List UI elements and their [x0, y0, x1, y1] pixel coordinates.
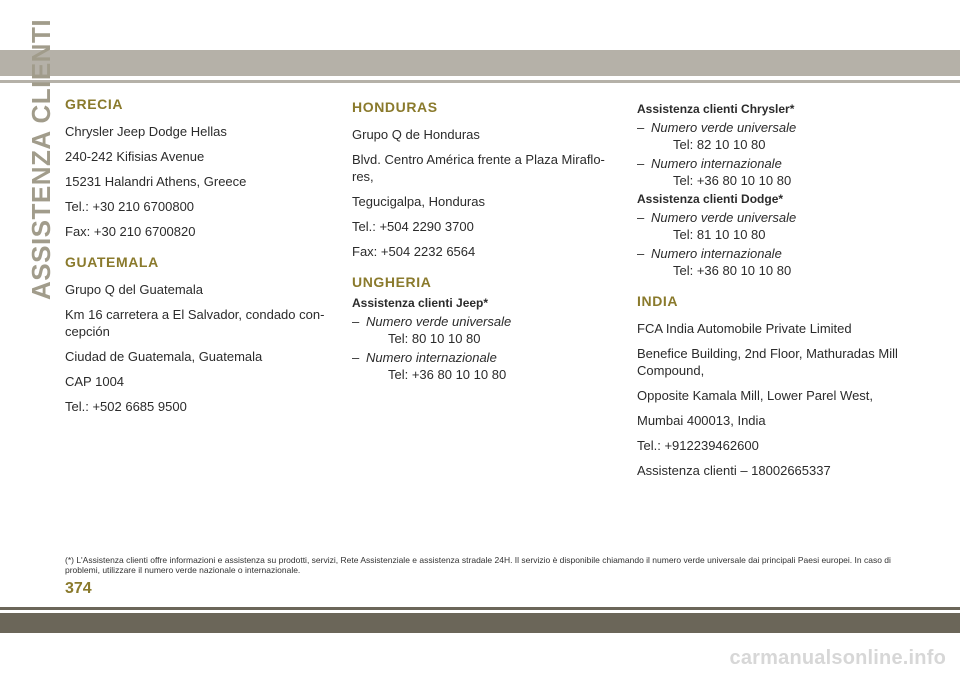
heading-honduras: HONDURAS [352, 99, 438, 115]
india-line: Mumbai 400013, India [637, 413, 766, 428]
honduras-line: Tegucigalpa, Honduras [352, 194, 485, 209]
india-line: Opposite Kamala Mill, Lower Parel West, [637, 388, 874, 403]
honduras-line: Grupo Q de Honduras [352, 127, 480, 142]
india-line: FCA India Automobile Private Limited [637, 321, 852, 336]
top-stripe [0, 50, 960, 76]
dodge-subheading: Assistenza clienti Dodge* [637, 192, 784, 206]
ungheria-item-label [352, 313, 620, 330]
dash: – [637, 120, 645, 135]
grecia-line: Chrysler Jeep Dodge Hellas [65, 124, 227, 139]
dash: – [637, 246, 645, 261]
heading-ungheria: UNGHERIA [352, 274, 432, 290]
guatemala-line: CAP 1004 [65, 374, 125, 389]
chrysler-item-tel: Tel: +36 80 10 10 80 [673, 173, 792, 188]
guatemala-line: Grupo Q del Guatemala [65, 282, 204, 297]
dash: – [637, 210, 645, 225]
honduras-line: Fax: +504 2232 6564 [352, 244, 476, 259]
page-number: 374 [65, 580, 92, 597]
column-1 [65, 96, 330, 423]
grecia-line: Fax: +30 210 6700820 [65, 224, 196, 239]
item-label: Numero internazionale [366, 350, 497, 365]
item-label: Numero verde universale [651, 120, 797, 135]
heading-india: INDIA [637, 293, 679, 309]
honduras-line: Tel.: +504 2290 3700 [352, 219, 474, 234]
column-2 [352, 96, 620, 385]
ungheria-item-tel: Tel: +36 80 10 10 80 [388, 367, 507, 382]
item-label: Numero verde universale [651, 210, 797, 225]
watermark-text: carmanualsonline.info [729, 647, 946, 669]
honduras-line: Blvd. Centro América frente a Plaza Miraflo-res, [352, 152, 605, 184]
dodge-item-label [637, 209, 909, 226]
dodge-item-tel: Tel: +36 80 10 10 80 [673, 263, 792, 278]
bottom-stripe [0, 613, 960, 633]
heading-guatemala: GUATEMALA [65, 254, 159, 270]
grecia-line: 15231 Halandri Athens, Greece [65, 174, 247, 189]
dodge-item-label [637, 245, 909, 262]
india-line: Benefice Building, 2nd Floor, Mathuradas Mill Compound, [637, 346, 898, 378]
dash: – [352, 314, 360, 329]
ungheria-item-tel: Tel: 80 10 10 80 [388, 331, 481, 346]
guatemala-line: Ciudad de Guatemala, Guatemala [65, 349, 263, 364]
india-line: Assistenza clienti – 18002665337 [637, 463, 831, 478]
item-label: Numero internazionale [651, 246, 782, 261]
section-side-title: ASSISTENZA CLIENTI [26, 18, 56, 300]
chrysler-item-tel: Tel: 82 10 10 80 [673, 137, 766, 152]
chrysler-subheading: Assistenza clienti Chrysler* [637, 102, 795, 116]
ungheria-item-label [352, 349, 620, 366]
dodge-item-tel: Tel: 81 10 10 80 [673, 227, 766, 242]
item-label: Numero internazionale [651, 156, 782, 171]
grecia-line: Tel.: +30 210 6700800 [65, 199, 195, 214]
top-margin [0, 0, 960, 50]
grecia-line: 240-242 Kifisias Avenue [65, 149, 205, 164]
india-line: Tel.: +912239462600 [637, 438, 759, 453]
top-stripe-thin [0, 80, 960, 83]
ungheria-subheading: Assistenza clienti Jeep* [352, 296, 489, 310]
guatemala-line: Km 16 carretera a El Salvador, condado con-cepción [65, 307, 325, 339]
item-label: Numero verde universale [366, 314, 512, 329]
guatemala-line: Tel.: +502 6685 9500 [65, 399, 187, 414]
column-3 [637, 96, 909, 487]
chrysler-item-label [637, 119, 909, 136]
dash: – [352, 350, 360, 365]
footnote: (*) L'Assistenza clienti offre informazioni e assistenza su prodotti, servizi, Rete Assistenziale e assistenza stradale 24H. Il servizio è disponibile chiamando il numero verde universale dai principali Paesi europei. In caso di problemi, utilizzare il numero verde nazionale o internazionale. [65, 555, 891, 575]
heading-grecia: GRECIA [65, 96, 124, 112]
dash: – [637, 156, 645, 171]
chrysler-item-label [637, 155, 909, 172]
